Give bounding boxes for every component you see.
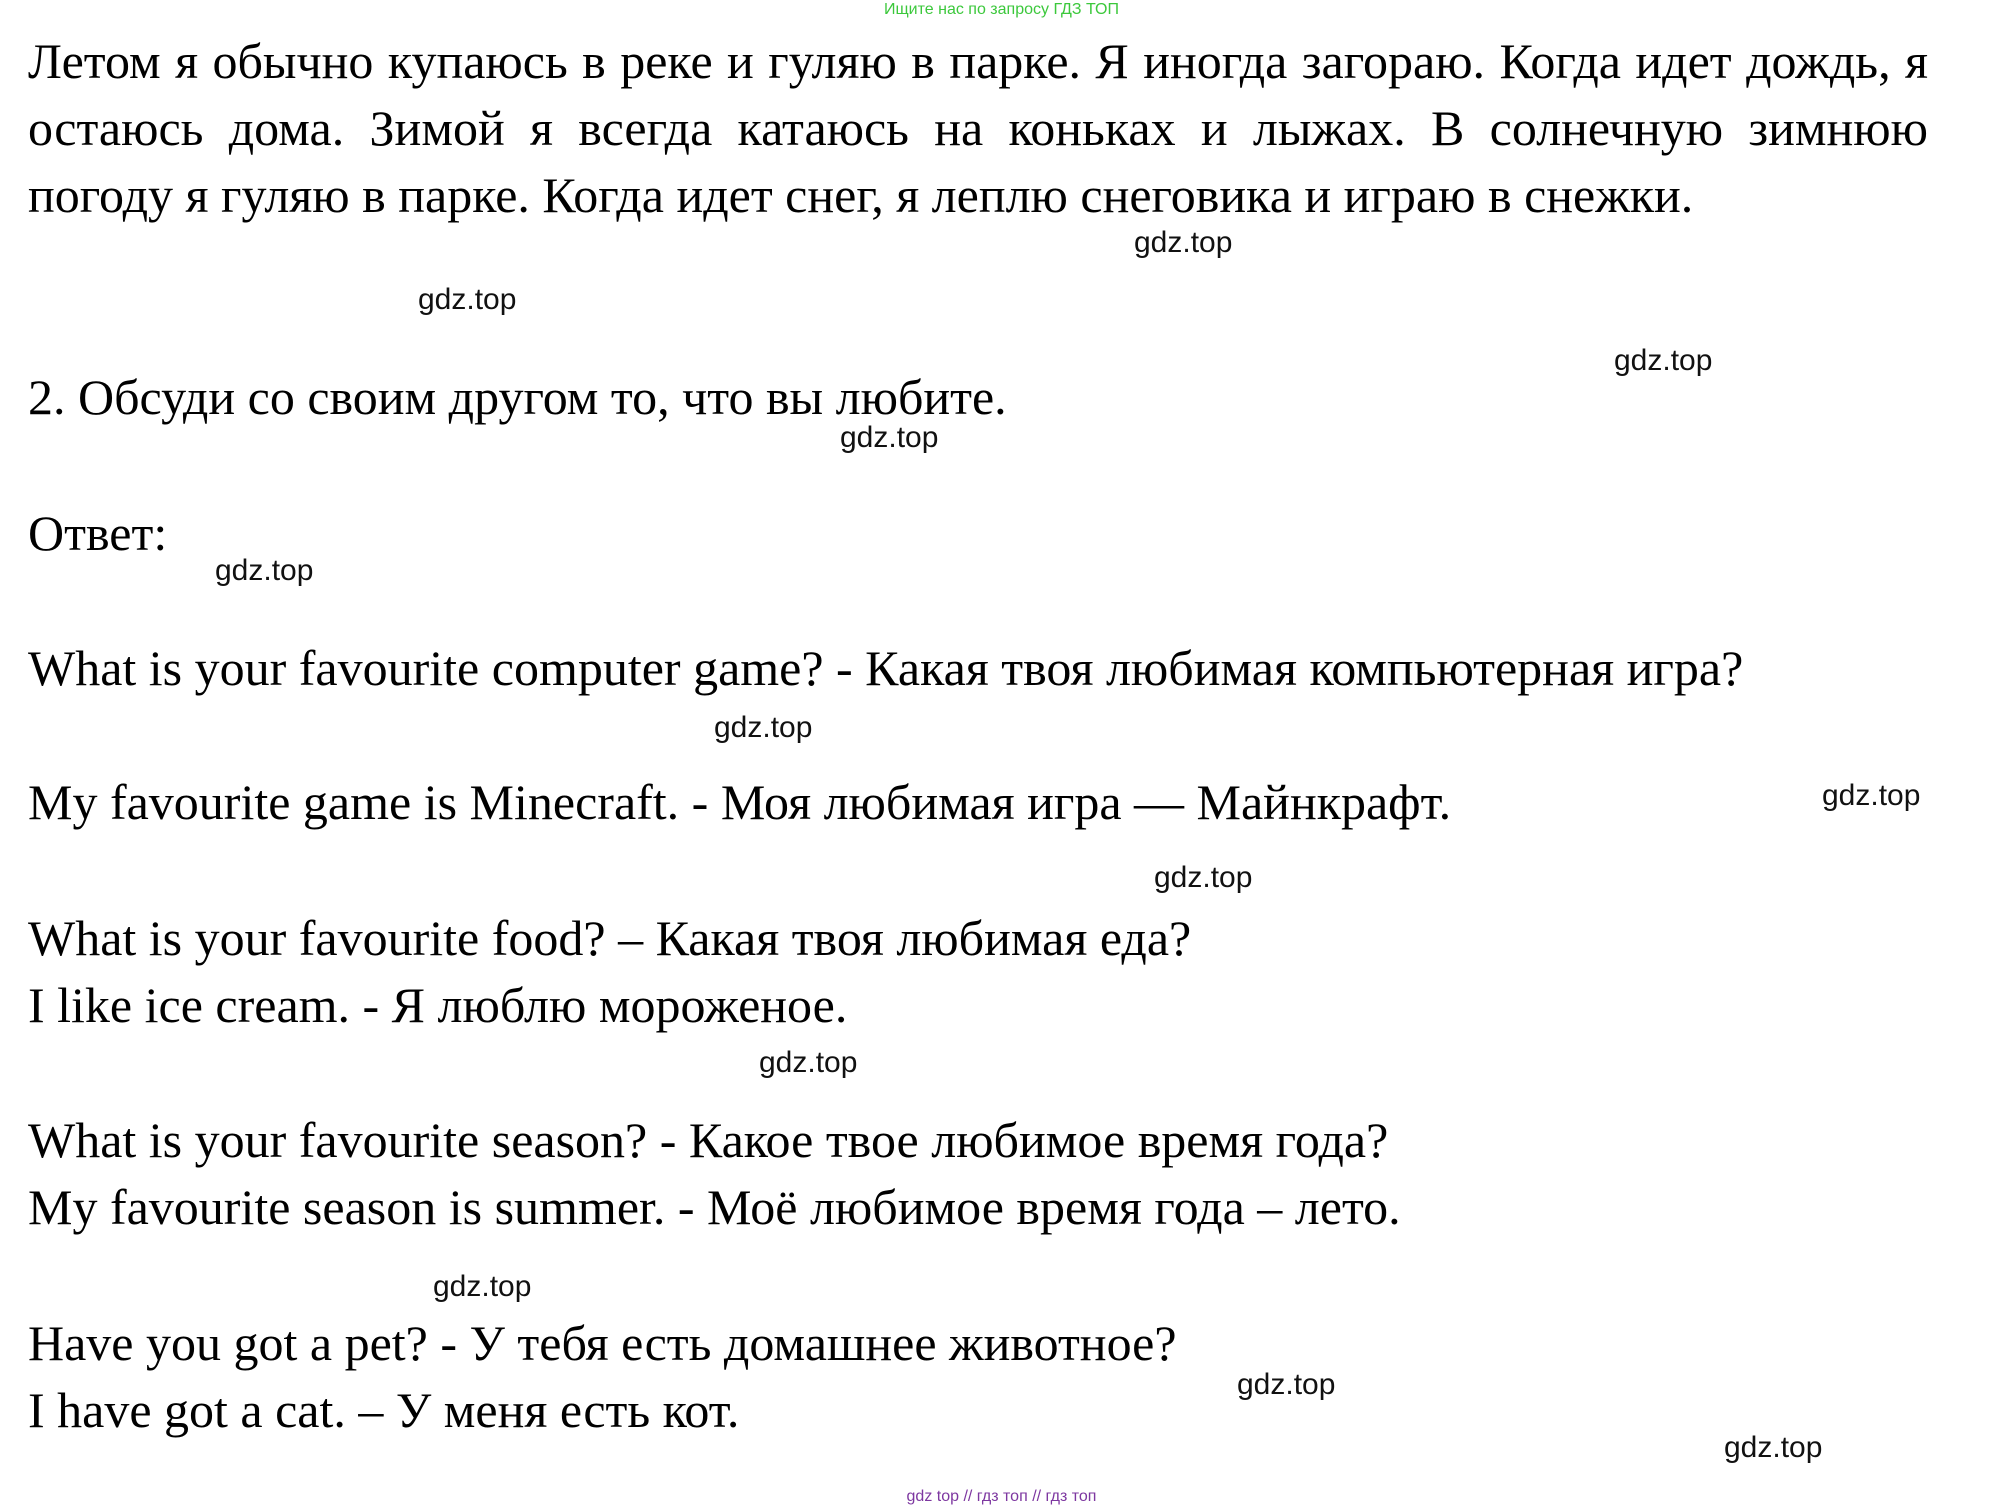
dialog-answer-season: My favourite season is summer. - Моё любимое время года – лето. xyxy=(28,1179,1401,1235)
watermark: gdz.top xyxy=(1237,1368,1336,1401)
dialog-answer-food: I like ice cream. - Я люблю мороженое. xyxy=(28,977,848,1033)
watermark: gdz.top xyxy=(1724,1431,1823,1464)
task-heading: 2. Обсуди со своим другом то, что вы любите. xyxy=(28,369,1007,425)
dialog-question-food: What is your favourite food? – Какая твоя любимая еда? xyxy=(28,910,1192,966)
watermark: gdz.top xyxy=(1822,779,1921,812)
watermark: gdz.top xyxy=(1134,226,1233,259)
dialog-question-season: What is your favourite season? - Какое твое любимое время года? xyxy=(28,1112,1389,1168)
watermark: gdz.top xyxy=(714,711,813,744)
watermark: gdz.top xyxy=(759,1046,858,1079)
dialog-answer-pet: I have got a cat. – У меня есть кот. xyxy=(28,1382,740,1438)
watermark: gdz.top xyxy=(840,421,939,454)
top-banner: Ищите нас по запросу ГДЗ ТОП xyxy=(884,1,1119,18)
dialog-question-game: What is your favourite computer game? - Какая твоя любимая компьютерная игра? xyxy=(28,640,1744,696)
dialog-answer-game: My favourite game is Minecraft. - Моя любимая игра — Майнкрафт. xyxy=(28,774,1452,830)
watermark: gdz.top xyxy=(418,283,517,316)
bottom-banner: gdz top // гдз топ // гдз топ xyxy=(906,1488,1097,1505)
watermark: gdz.top xyxy=(215,554,314,587)
watermark: gdz.top xyxy=(433,1270,532,1303)
dialog-question-pet: Have you got a pet? - У тебя есть домашнее животное? xyxy=(28,1315,1177,1371)
watermark: gdz.top xyxy=(1614,344,1713,377)
answer-label: Ответ: xyxy=(28,505,168,561)
watermark: gdz.top xyxy=(1154,861,1253,894)
intro-paragraph: Летом я обычно купаюсь в реке и гуляю в парке. Я иногда загораю. Когда идет дождь, я остаюсь дома. Зимой я всегда катаюсь на коньках и лыжах. В солнечную зимнюю погоду я гуляю в парке. Когда идет снег, я леплю снеговика и играю в снежки. xyxy=(28,33,1928,223)
